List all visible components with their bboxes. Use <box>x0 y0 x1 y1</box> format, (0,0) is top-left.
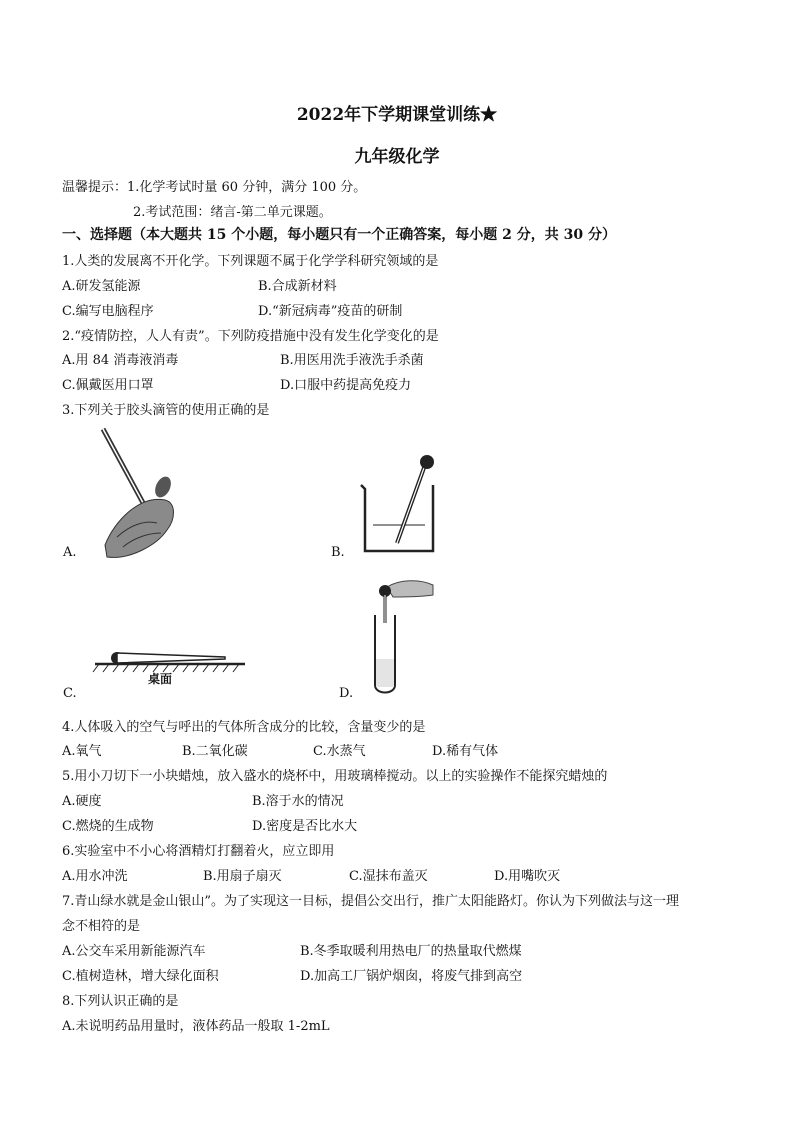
q7-option-d: D.加高工厂锅炉烟囱，将废气排到高空 <box>300 969 523 984</box>
q6-option-d: D.用嘴吹灭 <box>494 869 561 884</box>
q3-stem: 3.下列关于胶头滴管的使用正确的是 <box>62 403 270 418</box>
q3-option-b: B. <box>331 545 345 560</box>
dropper-tilted-figure <box>95 425 185 560</box>
q4-option-a: A.氧气 <box>62 744 102 759</box>
q7-option-c: C.植树造林，增大绿化面积 <box>62 969 219 984</box>
q6-option-a: A.用水冲洗 <box>62 869 128 884</box>
q7-stem-line-2: 念不相符的是 <box>62 919 141 934</box>
q5-stem: 5.用小刀切下一小块蜡烛，放入盛水的烧杯中，用玻璃棒搅动。以上的实验操作不能探究蜡烛的 <box>62 769 608 784</box>
q1-stem: 1.人类的发展离不开化学。下列课题不属于化学学科研究领域的是 <box>62 254 439 269</box>
page-title: 2022年下学期课堂训练★ <box>296 105 498 125</box>
q2-option-b: B.用医用洗手液洗手杀菌 <box>280 353 424 368</box>
q4-option-d: D.稀有气体 <box>432 744 499 759</box>
q7-option-b: B.冬季取暖利用热电厂的热量取代燃煤 <box>300 944 522 959</box>
desk-label: 桌面 <box>148 672 173 686</box>
q6-option-b: B.用扇子扇灭 <box>203 869 282 884</box>
q1-option-a: A.研发氢能源 <box>62 279 141 294</box>
q6-option-c: C.湿抹布盖灭 <box>349 869 428 884</box>
dropper-above-test-tube-figure <box>365 575 440 695</box>
q2-option-c: C.佩戴医用口罩 <box>62 378 154 393</box>
q1-option-b: B.合成新材料 <box>258 279 337 294</box>
q1-option-d: D.“新冠病毒”疫苗的研制 <box>258 304 403 319</box>
page-subtitle: 九年级化学 <box>354 147 440 167</box>
section-heading: 一、选择题（本大题共 15 个小题，每小题只有一个正确答案，每小题 2 分，共 30 分） <box>62 227 616 243</box>
dropper-in-beaker-figure <box>355 455 440 555</box>
q5-option-b: B.溶于水的情况 <box>252 794 344 809</box>
q7-option-a: A.公交车采用新能源汽车 <box>62 944 206 959</box>
q2-option-d: D.口服中药提高免疫力 <box>280 378 412 393</box>
tip-line-1: 温馨提示：1.化学考试时量 60 分钟，满分 100 分。 <box>62 180 367 195</box>
q3-option-c: C. <box>63 686 77 701</box>
q4-stem: 4.人体吸入的空气与呼出的气体所含成分的比较，含量变少的是 <box>62 720 426 735</box>
q8-stem: 8.下列认识正确的是 <box>62 994 179 1009</box>
q5-option-d: D.密度是否比水大 <box>252 819 358 834</box>
q3-option-a: A. <box>63 545 77 560</box>
q5-option-c: C.燃烧的生成物 <box>62 819 154 834</box>
q4-option-b: B.二氧化碳 <box>182 744 248 759</box>
q4-option-c: C.水蒸气 <box>313 744 366 759</box>
q5-option-a: A.硬度 <box>62 794 102 809</box>
tip-line-2: 2.考试范围：绪言-第二单元课题。 <box>133 205 332 220</box>
q2-stem: 2.“疫情防控，人人有责”。下列防疫措施中没有发生化学变化的是 <box>62 329 439 344</box>
q1-option-c: C.编写电脑程序 <box>62 304 154 319</box>
q6-stem: 6.实验室中不小心将酒精灯打翻着火，应立即用 <box>62 844 335 859</box>
q7-stem-line-1: 7.青山绿水就是金山银山”。为了实现这一目标，提倡公交出行，推广太阳能路灯。你认为下列做法与这一理 <box>62 894 680 909</box>
q2-option-a: A.用 84 消毒液消毒 <box>62 353 179 368</box>
q3-option-d: D. <box>339 686 354 701</box>
q8-option-a: A.未说明药品用量时，液体药品一般取 1-2mL <box>62 1019 330 1034</box>
